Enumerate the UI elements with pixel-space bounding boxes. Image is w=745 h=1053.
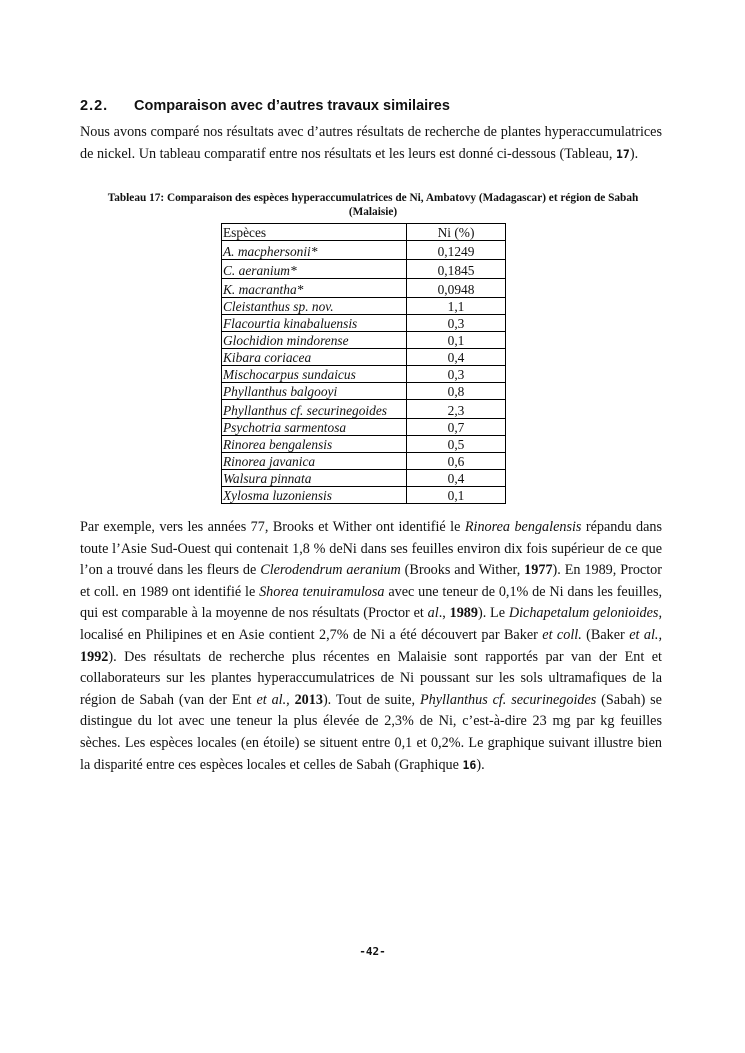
citation-year: 2013 (294, 691, 323, 708)
table-row (222, 419, 506, 436)
text-run: ). Des résultats de recherche plus récentes en Malaisie sont rapportés par van der Ent et collaborateurs sur les plantes hyperaccumulatrices de Ni poussant sur les sols ultramafiques de la région de Sabah (van der Ent (80, 648, 662, 708)
text-run: Par exemple, vers les années 77, Brooks et Wither ont identifié le (80, 519, 465, 535)
table-reference: 17 (615, 146, 630, 161)
ni-value-cell: 0,6 (407, 453, 506, 470)
species-cell: Cleistanthus sp. nov. (222, 298, 407, 315)
text-run: ., (438, 605, 450, 622)
ni-value-cell: 0,5 (407, 436, 506, 453)
text-run: répandu dans toute l’Asie Sud-Ouest qui contenait 1,8 % deNi dans ses feuilles environ dix fois supérieur de ce que l’on a trouvé dans les fleurs de (80, 519, 663, 579)
table-row (222, 298, 506, 315)
species-name: Dichapetalum gelonioides (508, 605, 659, 622)
text-run: (Sabah) se distingue du lot avec une teneur la plus élevée de 2,3% de Ni, c’est-à-dire 23 mg par kg feuilles sèches. Les espèces locales (en étoile) se situent entre 0,1 et 0,2%. Le graphique suivant illustre bien la disparité entre ces espèces locales et celles de Sabah (Graphique (80, 691, 662, 773)
table-row (222, 487, 506, 504)
species-cell: Psychotria sarmentosa (222, 419, 407, 436)
intro-end: ). (629, 145, 639, 162)
text-run: ). En 1989, Proctor et coll. en 1989 ont identifié le (80, 562, 662, 600)
text-run: ). Tout de suite, (322, 691, 420, 708)
citation-year: 1977 (524, 562, 553, 579)
italic-text: et al., (256, 691, 290, 708)
text-run: avec une teneur de 0,1% de Ni dans les feuilles, qui est comparable à la moyenne de nos résultats (Proctor et (80, 583, 663, 622)
text-run: (Brooks and Wither, (400, 562, 525, 579)
table-row (222, 332, 506, 349)
intro-paragraph (80, 122, 662, 165)
ni-value-cell: 0,1 (407, 332, 506, 349)
intro-text: Nous avons comparé nos résultats avec d’autres résultats de recherche de plantes hyperaccumulatrices de nickel. Un tableau comparatif entre nos résultats et les leurs est donné ci-dessous (Tableau, (80, 124, 662, 162)
italic-text: et coll. (542, 626, 582, 643)
ni-value-cell: 0,0948 (407, 279, 506, 298)
section-number: 2.2. (80, 98, 109, 114)
table-row (222, 436, 506, 453)
table-row (222, 279, 506, 298)
page-number: -42- (359, 945, 386, 958)
ni-value-cell: 0,3 (407, 315, 506, 332)
ni-value-cell: 0,1 (407, 487, 506, 504)
ni-value-cell: 0,3 (407, 366, 506, 383)
species-cell: C. aeranium* (222, 260, 407, 279)
table-row (222, 366, 506, 383)
italic-text: et al., (629, 626, 662, 643)
species-cell: Glochidion mindorense (222, 332, 407, 349)
table-row (222, 260, 506, 279)
species-cell: Phyllanthus cf. securinegoides (222, 400, 407, 419)
species-cell: Walsura pinnata (222, 470, 407, 487)
ni-value-cell: 2,3 (407, 400, 506, 419)
text-run: ). Le (477, 605, 509, 622)
species-cell: Kibara coriacea (222, 349, 407, 366)
graph-reference: 16 (462, 757, 477, 772)
header-ni: Ni (%) (407, 224, 506, 241)
species-cell: Xylosma luzoniensis (222, 487, 407, 504)
table-caption: Tableau 17: Comparaison des espèces hyperaccumulatrices de Ni, Ambatovy (Madagascar) et région de Sabah (Malaisie) (107, 192, 639, 218)
text-run: , localisé en Philipines et en Asie contient 2,7% de Ni a été découvert par Baker (80, 605, 662, 643)
italic-text: al (427, 605, 439, 622)
table-header-row (222, 224, 506, 241)
citation-year: 1992 (80, 648, 109, 665)
species-cell: K. macrantha* (222, 279, 407, 298)
species-cell: Rinorea javanica (222, 453, 407, 470)
text-run: ). (476, 756, 485, 773)
species-name: Shorea tenuiramulosa (259, 583, 385, 600)
species-cell: Rinorea bengalensis (222, 436, 407, 453)
species-name: Rinorea bengalensis (464, 519, 582, 535)
ni-value-cell: 0,4 (407, 349, 506, 366)
species-cell: A. macphersonii* (222, 241, 407, 260)
table-row (222, 453, 506, 470)
ni-value-cell: 0,1249 (407, 241, 506, 260)
species-table (221, 223, 506, 504)
table-row (222, 315, 506, 332)
species-name: Clerodendrum aeranium (260, 562, 401, 579)
ni-value-cell: 0,1845 (407, 260, 506, 279)
table-row (222, 470, 506, 487)
species-cell: Flacourtia kinabaluensis (222, 315, 407, 332)
ni-value-cell: 1,1 (407, 298, 506, 315)
citation-year: 1989 (449, 605, 478, 622)
species-name: Phyllanthus cf. securinegoides (419, 691, 597, 708)
section-title: Comparaison avec d’autres travaux similaires (134, 98, 450, 114)
text-run: (Baker (581, 626, 630, 643)
table-row (222, 241, 506, 260)
ni-value-cell: 0,8 (407, 383, 506, 400)
table-row (222, 349, 506, 366)
species-cell: Mischocarpus sundaicus (222, 366, 407, 383)
ni-value-cell: 0,7 (407, 419, 506, 436)
table-row (222, 383, 506, 400)
ni-value-cell: 0,4 (407, 470, 506, 487)
discussion-paragraph (80, 517, 662, 776)
species-cell: Phyllanthus balgooyi (222, 383, 407, 400)
table-row (222, 400, 506, 419)
section-heading (80, 98, 450, 114)
header-species: Espèces (222, 224, 407, 241)
